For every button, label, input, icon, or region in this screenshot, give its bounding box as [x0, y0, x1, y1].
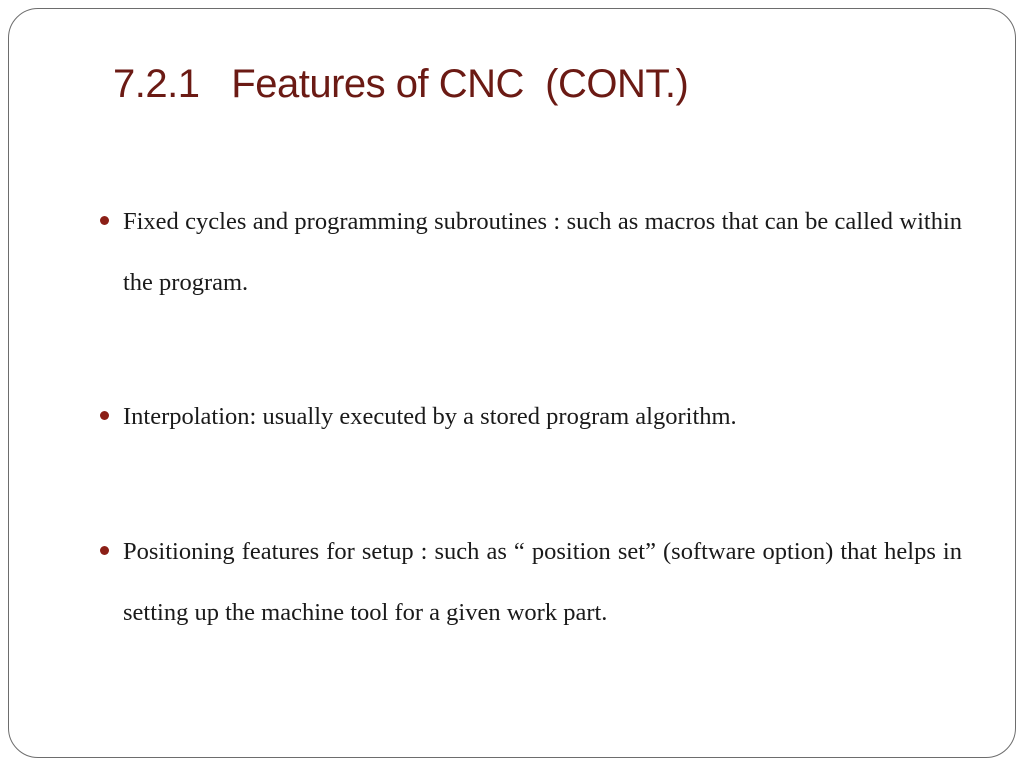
bullet-item [100, 191, 962, 313]
slide-frame [8, 8, 1016, 758]
bullet-item [100, 386, 962, 447]
bullet-dot-icon [100, 411, 109, 420]
bullet-dot-icon [100, 546, 109, 555]
bullet-text: Interpolation: usually executed by a stored program algorithm. [123, 403, 737, 430]
bullet-text: Fixed cycles and programming subroutines : such as macros that can be called within the program. [123, 208, 962, 296]
bullet-text: Positioning features for setup : such as “ position set” (software option) that helps in setting up the machine tool for a given work part. [123, 538, 962, 626]
bullet-dot-icon [100, 216, 109, 225]
bullet-item [100, 521, 962, 643]
slide-title: 7.2.1 Features of CNC (CONT.) [113, 62, 689, 106]
